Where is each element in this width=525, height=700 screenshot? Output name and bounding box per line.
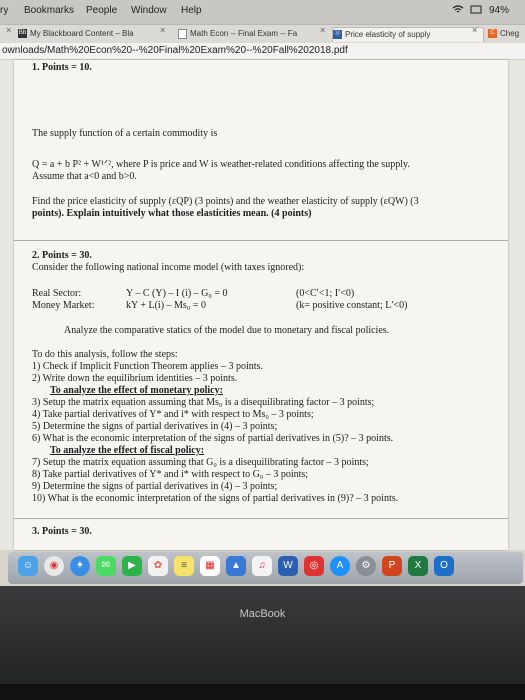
- real-sector-label: Real Sector:: [32, 288, 82, 299]
- macbook-label: MacBook: [239, 608, 286, 620]
- money-market-label: Money Market:: [32, 300, 95, 311]
- url-text[interactable]: ownloads/Math%20Econ%20--%20Final%20Exam%20--%20Fall%202018.pdf: [2, 45, 348, 56]
- facetime-icon[interactable]: ▶: [122, 556, 142, 576]
- money-market-condition: (k= positive constant; L′<0): [296, 300, 408, 311]
- monetary-policy-heading: To analyze the effect of monetary policy:: [50, 385, 223, 396]
- q1-assumption: Assume that a<0 and b>0.: [32, 171, 137, 182]
- outlook-icon[interactable]: O: [434, 556, 454, 576]
- divider: [14, 518, 508, 519]
- laptop-bezel: [0, 586, 525, 700]
- menu-bar: [0, 0, 525, 24]
- tab-bar: [0, 24, 525, 43]
- safari-icon[interactable]: ✦: [70, 556, 90, 576]
- q2-intro: Consider the following national income model (with taxes ignored):: [32, 262, 305, 273]
- blackboard-icon: Bb: [18, 30, 27, 37]
- address-bar[interactable]: [0, 43, 525, 60]
- finder-icon[interactable]: ☺: [18, 556, 38, 576]
- menu-window[interactable]: Window: [131, 5, 167, 16]
- tab-math-econ[interactable]: Math Econ -- Final Exam -- Fa: [178, 27, 328, 41]
- step-10: 10) What is the economic interpretation of the signs of partial derivatives in (9)? – 3 points.: [32, 493, 399, 504]
- step-2: 2) Write down the equilibrium identities – 3 points.: [32, 373, 238, 384]
- step-4: 4) Take partial derivatives of Y* and i* with respect to Ms₀ – 3 points;: [32, 409, 314, 420]
- step-5: 5) Determine the signs of partial derivatives in (4) – 3 points;: [32, 421, 278, 432]
- keynote-icon[interactable]: ▲: [226, 556, 246, 576]
- menu-help[interactable]: Help: [181, 5, 202, 16]
- tab-price-elasticity[interactable]: Ⓑ Price elasticity of supply: [332, 27, 484, 42]
- photo-booth-icon[interactable]: ◎: [304, 556, 324, 576]
- menu-history[interactable]: ry: [0, 5, 9, 16]
- pdf-viewer[interactable]: [0, 60, 525, 550]
- real-sector-condition: (0<C′<1; I′<0): [296, 288, 355, 299]
- q1-intro: The supply function of a certain commodity is: [32, 128, 218, 139]
- calendar-icon[interactable]: ▦: [200, 556, 220, 576]
- q1-heading: 1. Points = 10.: [32, 62, 92, 73]
- word-icon[interactable]: W: [278, 556, 298, 576]
- site-icon: Ⓑ: [334, 31, 341, 38]
- app-store-icon[interactable]: A: [330, 556, 350, 576]
- wifi-icon[interactable]: [452, 5, 464, 18]
- itunes-icon[interactable]: ♫: [252, 556, 272, 576]
- tab-chegg[interactable]: C Cheg: [488, 27, 525, 41]
- step-7: 7) Setup the matrix equation assuming that G₀ is a disequilibrating factor – 3 points;: [32, 457, 369, 468]
- keyboard-edge: [0, 684, 525, 700]
- chegg-icon: C: [488, 29, 497, 38]
- close-icon[interactable]: ×: [472, 25, 478, 35]
- fiscal-policy-heading: To analyze the effect of fiscal policy:: [50, 445, 205, 456]
- chrome-icon[interactable]: ◉: [44, 556, 64, 576]
- step-3: 3) Setup the matrix equation assuming that Ms₀ is a disequilibrating factor – 3 points;: [32, 397, 375, 408]
- q2-heading: 2. Points = 30.: [32, 250, 92, 261]
- battery-percent: 94%: [489, 5, 510, 16]
- step-1: 1) Check if Implicit Function Theorem applies – 3 points.: [32, 361, 263, 372]
- q1-task-line1: Find the price elasticity of supply (εQP) (3 points) and the weather elasticity of supply (εQW) (3: [32, 196, 419, 207]
- step-9: 9) Determine the signs of partial derivatives in (4) – 3 points;: [32, 481, 278, 492]
- close-icon[interactable]: ×: [6, 25, 12, 35]
- menu-bookmarks[interactable]: Bookmarks: [24, 5, 75, 16]
- q1-equation: Q = a + b P² + W¹ᐟ², where P is price and W is weather-related conditions affecting the supply.: [32, 159, 410, 170]
- messages-icon[interactable]: ✉: [96, 556, 116, 576]
- step-6: 6) What is the economic interpretation of the signs of partial derivatives in (5)? – 3 points.: [32, 433, 394, 444]
- display-icon[interactable]: [470, 5, 482, 18]
- q1-task-line2: points). Explain intuitively what those elasticities mean. (4 points): [32, 208, 312, 219]
- step-8: 8) Take partial derivatives of Y* and i* with respect to G₀ – 3 points;: [32, 469, 309, 480]
- money-market-equation: kY + L(i) – Ms₀ = 0: [126, 300, 206, 311]
- powerpoint-icon[interactable]: P: [382, 556, 402, 576]
- tab-blackboard[interactable]: Bb My Blackboard Content – Bla: [18, 29, 134, 38]
- notes-icon[interactable]: ≡: [174, 556, 194, 576]
- dock: [8, 552, 523, 584]
- pdf-page: [14, 60, 508, 550]
- divider: [14, 240, 508, 241]
- close-icon[interactable]: ×: [320, 25, 326, 35]
- close-icon[interactable]: ×: [160, 25, 166, 35]
- q2-analyze: Analyze the comparative statics of the model due to monetary and fiscal policies.: [64, 325, 390, 336]
- real-sector-equation: Y – C (Y) – I (i) – G₀ = 0: [126, 288, 228, 299]
- q3-heading: 3. Points = 30.: [32, 526, 92, 537]
- photos-icon[interactable]: ✿: [148, 556, 168, 576]
- menu-people[interactable]: People: [86, 5, 118, 16]
- q2-instructions: To do this analysis, follow the steps:: [32, 349, 178, 360]
- settings-icon[interactable]: ⚙: [356, 556, 376, 576]
- excel-icon[interactable]: X: [408, 556, 428, 576]
- document-icon: [178, 29, 187, 39]
